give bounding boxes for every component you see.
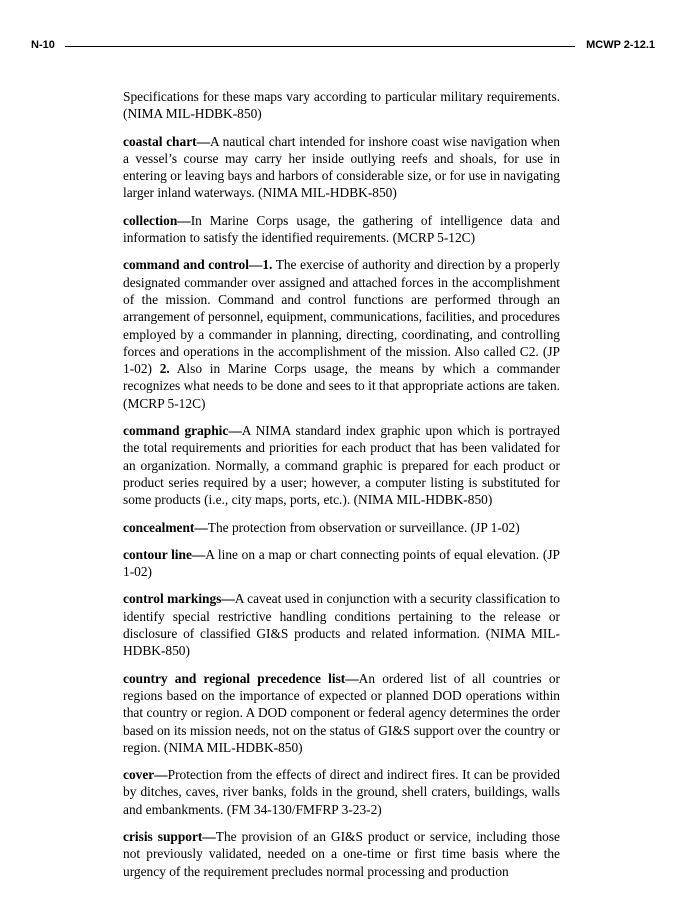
entry-definition: A nautical chart intended for inshore coast wise navigation when a vessel’s course may carry her inside outlying reefs and shoals, for use in entering or leaving bays and harbors of considerable size, or for use in navigating larger inland waterways. (NIMA MIL-HDBK-850) (123, 133, 560, 201)
publication-id: MCWP 2-12.1 (586, 39, 655, 51)
entry-term: coastal chart (123, 133, 197, 149)
entry-term: command graphic (123, 423, 229, 439)
glossary-entry (123, 256, 560, 412)
sense-number: 1. (262, 257, 273, 273)
header-rule (65, 46, 575, 47)
intro-paragraph: Specifications for these maps vary according to particular military requirements. (NIMA MIL-HDBK-850) (123, 89, 560, 122)
sense-number: 2. (159, 361, 170, 377)
entry-dash: — (196, 133, 210, 149)
entry-term: concealment (123, 519, 195, 535)
entry-definition: The protection from observation or surveillance. (JP 1-02) (207, 519, 520, 535)
entry-definition: Protection from the effects of direct and indirect fires. It can be provided by ditches, caves, river banks, folds in the ground, shell craters, buildings, walls and embankments. (FM 34-130/FMFRP 3-23-2) (123, 767, 560, 817)
entry-dash: — (221, 591, 235, 607)
entry-dash: — (194, 519, 208, 535)
entry-term: control markings (123, 591, 222, 607)
entry-definition: A NIMA standard index graphic upon which is portrayed the total requirements and priorities for each product that has been validated for an organization. Normally, a command graphic is prepared for each product or product series required by a user; however, a computer listing is substituted for some products (i.e., city maps, ports, etc.). (NIMA MIL-HDBK-850) (123, 423, 560, 508)
glossary-entry (123, 212, 560, 247)
glossary-entry (123, 519, 560, 536)
entry-definition: An ordered list of all countries or regions based on the importance of expected or planned DOD operations within that country or region. A DOD component or federal agency determines the order based on its mission needs, not on the status of GI&S support over the country or region. (NIMA MIL-HDBK-850) (123, 670, 561, 755)
entry-dash: — (228, 423, 242, 439)
glossary-entry (123, 133, 560, 202)
entry-definition: A line on a map or chart connecting points of equal elevation. (JP 1-02) (123, 546, 560, 580)
entry-dash: — (345, 670, 359, 686)
glossary-content (123, 88, 560, 890)
entry-dash: — (248, 257, 263, 273)
page-header (31, 39, 655, 55)
glossary-entry (123, 828, 560, 880)
glossary-entry (123, 422, 560, 508)
entry-dash: — (177, 212, 191, 228)
entry-dash: — (191, 546, 206, 562)
entry-term: crisis support (123, 828, 203, 844)
entry-term: contour line (123, 546, 192, 562)
entry-definition: In Marine Corps usage, the gathering of intelligence data and information to satisfy the identified requirements. (MCRP 5-12C) (123, 212, 560, 246)
page-number: N-10 (31, 39, 55, 51)
glossary-entry (123, 670, 560, 756)
entry-term: command and control (123, 257, 249, 273)
glossary-entry (123, 766, 560, 818)
entry-term: cover (123, 767, 155, 783)
glossary-entry (123, 590, 560, 659)
entry-definition: Also in Marine Corps usage, the means by which a commander recognizes what needs to be done and sees to it that appropriate actions are taken. (MCRP 5-12C) (123, 361, 560, 411)
entry-definition: A caveat used in conjunction with a security classification to identify special restrictive handling conditions pertaining to the release or disclosure of classified GI&S products and related information. (NIMA MIL-HDBK-850) (123, 591, 560, 659)
entry-dash: — (202, 828, 216, 844)
entry-definition: The exercise of authority and direction by a properly designated commander over assigned and attached forces in the accomplishment of the mission. Command and control functions are performed through an arrangement of personnel, equipment, communications, facilities, and procedures employed by a commander in planning, directing, coordinating, and controlling forces and operations in the accomplishment of the mission. Also called C2. (JP 1-02) (123, 257, 560, 377)
entry-term: country and regional precedence list (123, 670, 346, 686)
entry-term: collection (123, 212, 178, 228)
entry-dash: — (154, 767, 168, 783)
glossary-entry (123, 546, 560, 581)
entry-definition: The provision of an GI&S product or service, including those not previously validated, needed on a one-time or first time basis where the urgency of the requirement precludes normal processing and production (123, 828, 560, 879)
